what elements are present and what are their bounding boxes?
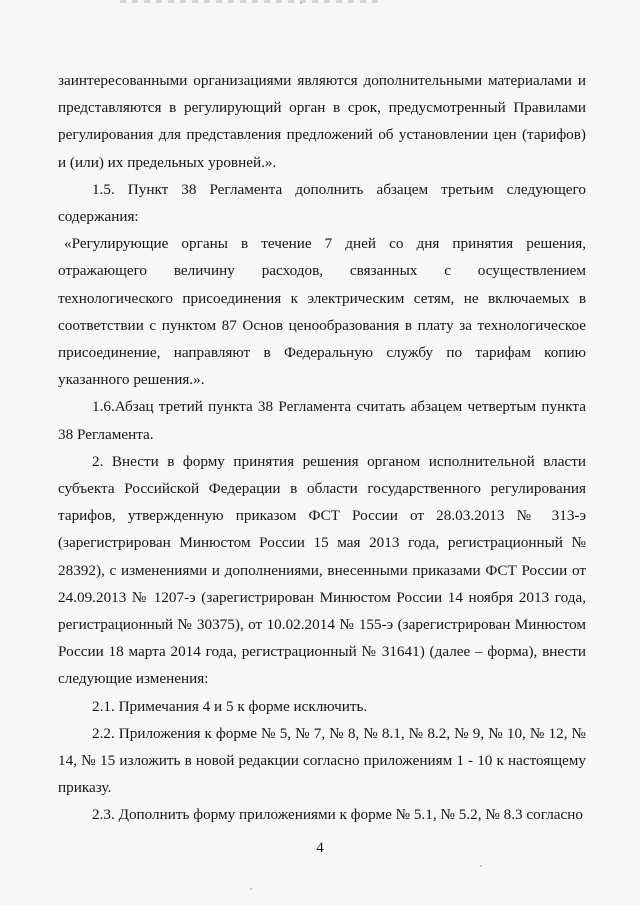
document-body	[58, 67, 586, 829]
paragraph-2: 2. Внести в форму принятия решения органом исполнительной власти субъекта Российской Федерации в области государственного регулирования тарифов, утвержденную приказом ФСТ России от 28.03.2013 № 313-э (зарегистрирован Минюстом России 15 мая 2013 года, регистрационный № 28392), с изменениями и дополнениями, внесенными приказами ФСТ России от 24.09.2013 № 1207-э (зарегистрирован Минюстом России 14 ноября 2013 года, регистрационный № 30375), от 10.02.2014 № 155-э (зарегистрирован Минюстом России 18 марта 2014 года, регистрационный № 31641) (далее – форма), внести следующие изменения:	[58, 452, 586, 688]
paragraph-2-1: 2.1. Примечания 4 и 5 к форме исключить.	[92, 697, 368, 715]
paragraph-1-6: 1.6.Абзац третий пункта 38 Регламента считать абзацем четвертым пункта 38 Регламента.	[58, 398, 586, 443]
paragraph-continuation: заинтересованными организациями являются дополнительными материалами и представляются в регулирующий орган в срок, предусмотренный Правилами регулирования для представления предложений об установлении цен (тарифов) и (или) их предельных уровней.».	[58, 72, 586, 171]
paragraph-2-2: 2.2. Приложения к форме № 5, № 7, № 8, № 8.1, № 8.2, № 9, № 10, № 12, № 14, № 15 изложить в новой редакции согласно приложениям 1 - 10 к настоящему приказу.	[58, 724, 586, 797]
paragraph-1-5: 1.5. Пункт 38 Регламента дополнить абзацем третьим следующего содержания:	[58, 180, 586, 226]
scan-artifact-top	[120, 0, 380, 3]
paragraph-2-3: 2.3. Дополнить форму приложениями к форме № 5.1, № 5.2, № 8.3 согласно	[92, 806, 583, 824]
page-number: 4	[316, 840, 324, 856]
paragraph-quote: «Регулирующие органы в течение 7 дней со дня принятия решения, отражающего величину расходов, связанных с осуществлением технологического присоединения к электрическим сетям, не включаемых в соответствии с пунктом 87 Основ ценообразования в плату за технологическое присоединение, направляют в Федеральную службу по тарифам копию указанного решения.».	[58, 235, 586, 389]
